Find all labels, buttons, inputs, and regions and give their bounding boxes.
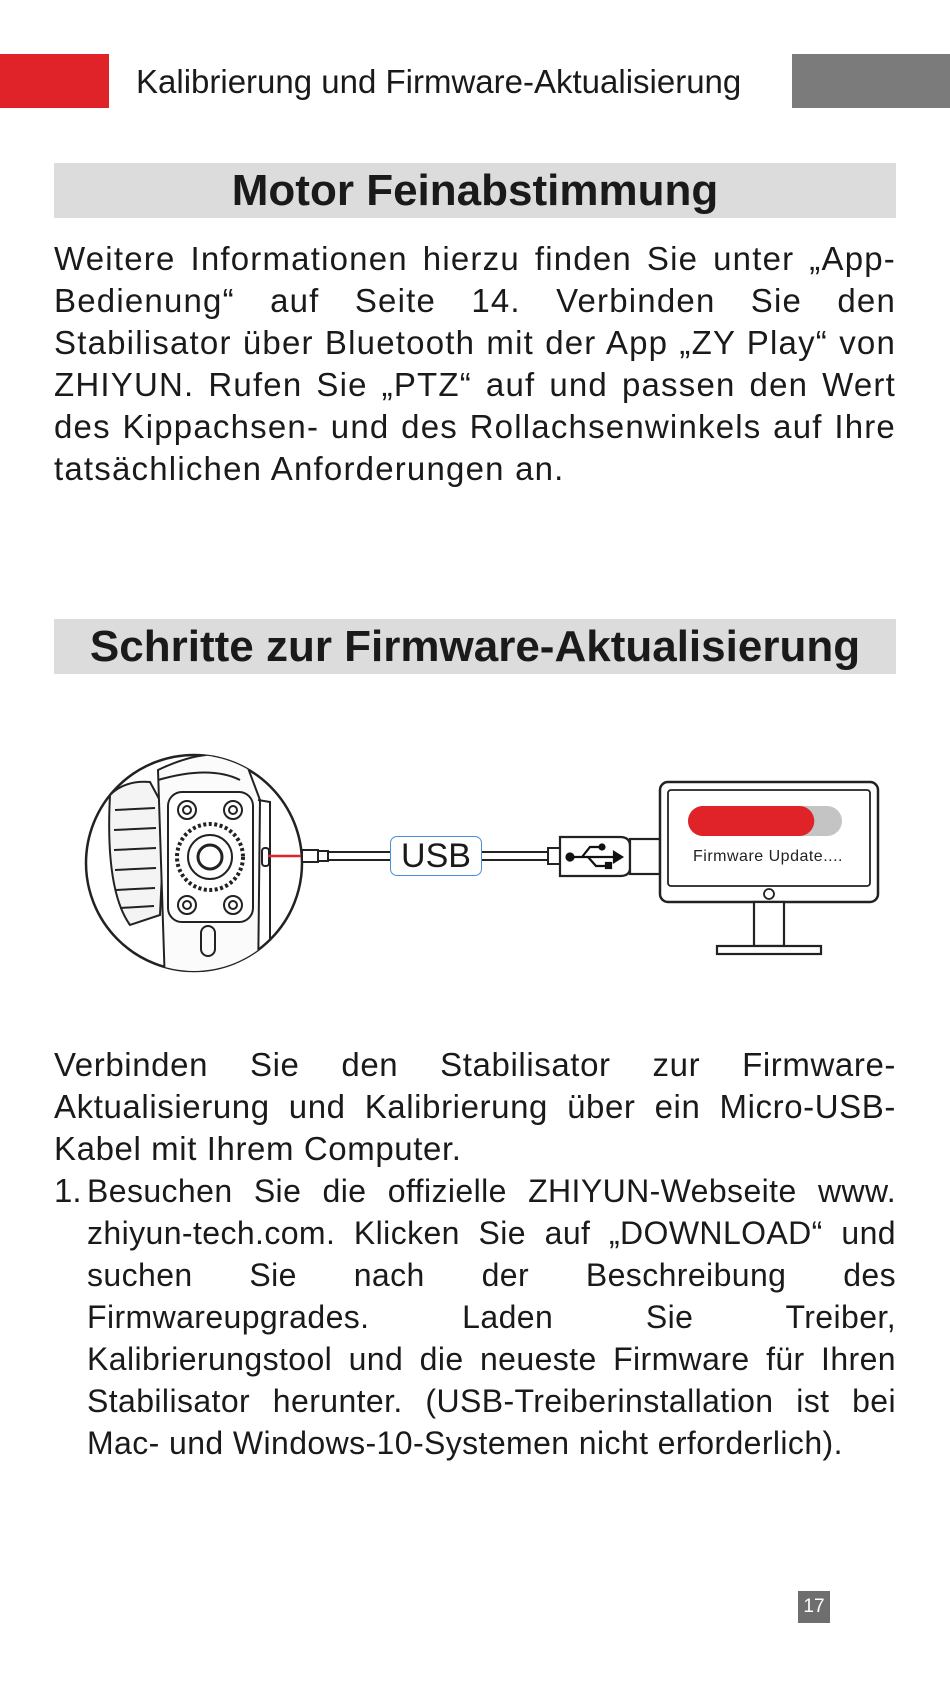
running-title: Kalibrierung und Firmware-Aktualisierung — [136, 63, 742, 100]
page-number: 17 — [798, 1591, 830, 1623]
motor-paragraph: Weitere Informationen hierzu finden Sie unter „App-Bedienung“ auf Seite 14. Verbinden Sie den Stabilisator über Bluetooth mit der App „ZY Play“ von ZHIYUN. Rufen Sie „PTZ“ auf und passen den Wert des Kippachsen- und des Rollachsenwinkels auf Ihre tatsächlichen Anforderungen an. — [54, 240, 896, 487]
firmware-update-screen-text: Firmware Update.... — [693, 848, 843, 865]
usb-connection-figure — [70, 740, 890, 985]
section-heading-motor: Motor Feinabstimmung — [54, 163, 896, 218]
gimbal-handle-icon — [86, 754, 302, 985]
step-text: Besuchen Sie die offizielle ZHIYUN-Webseite www. zhiyun-tech.com. Klicken Sie auf „DOWNLOAD“ und suchen Sie nach der Beschreibung des Firmwareupgrades. Laden Sie Treiber, Kalibrierungstool und die neueste Firmware für Ihren Stabilisator herunter. (USB-Treiberinstallation ist bei Mac- und Windows-10-Systemen nicht erforderlich). — [87, 1173, 896, 1461]
usb-label: USB — [390, 836, 482, 876]
firmware-steps-list — [54, 1170, 896, 1464]
firmware-intro-paragraph: Verbinden Sie den Stabilisator zur Firmware-Aktualisierung und Kalibrierung über ein Micro-USB-Kabel mit Ihrem Computer. — [54, 1046, 896, 1167]
firmware-progress-fill — [688, 806, 814, 836]
section-heading-firmware: Schritte zur Firmware-Aktualisierung — [54, 619, 896, 674]
header-gray-bar — [792, 54, 950, 108]
monitor-icon — [660, 782, 878, 954]
header-red-bar — [0, 54, 109, 108]
step-number: 1. — [54, 1172, 82, 1209]
